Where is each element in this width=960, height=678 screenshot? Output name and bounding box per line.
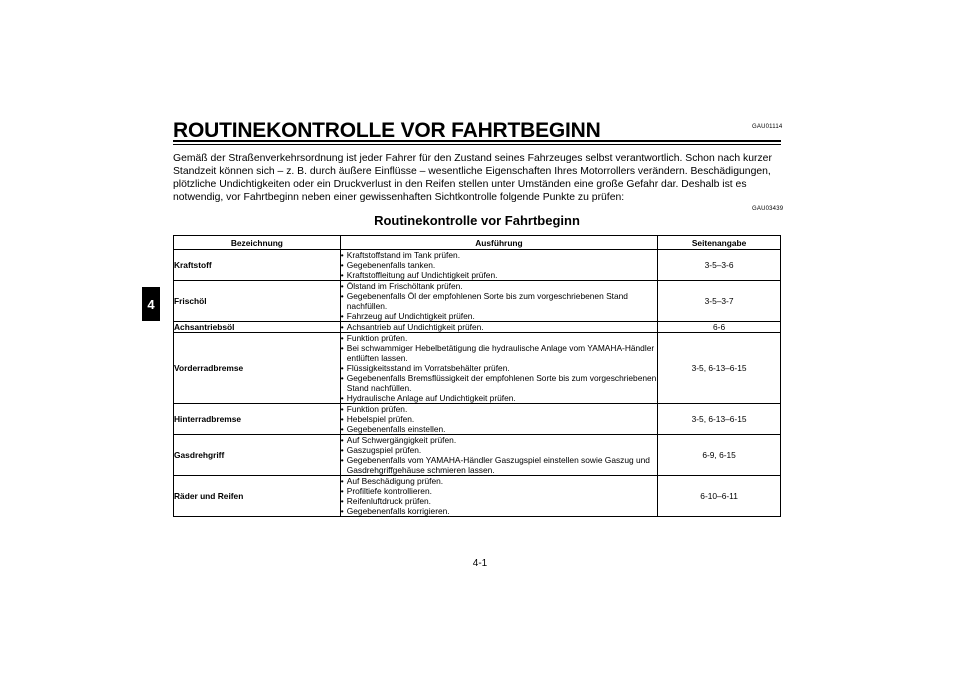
row-name: Gasdrehgriff [174, 435, 341, 476]
procedure-item: • Auf Schwergängigkeit prüfen. [341, 435, 657, 445]
procedure-item: • Gegebenenfalls Öl der empfohlenen Sorte bis zum vorgeschriebenen Stand nachfüllen. [341, 291, 657, 311]
row-procedure [340, 404, 657, 435]
table-row [174, 476, 781, 517]
procedure-item: • Reifenluftdruck prüfen. [341, 496, 657, 506]
row-procedure [340, 476, 657, 517]
table-row [174, 281, 781, 322]
procedure-item: • Kraftstoffleitung auf Undichtigkeit prüfen. [341, 270, 657, 280]
page-title: ROUTINEKONTROLLE VOR FAHRTBEGINN [173, 119, 601, 142]
procedure-item: • Gegebenenfalls Bremsflüssigkeit der empfohlenen Sorte bis zum vorgeschriebenen Stand nachfüllen. [341, 373, 657, 393]
table-row [174, 435, 781, 476]
reference-code: GAU01114 [752, 124, 783, 130]
row-procedure [340, 322, 657, 333]
procedure-item: • Kraftstoffstand im Tank prüfen. [341, 250, 657, 260]
row-page-reference: 6-9, 6-15 [658, 435, 781, 476]
table-row [174, 333, 781, 404]
row-procedure [340, 333, 657, 404]
table-row [174, 250, 781, 281]
procedure-item: • Hydraulische Anlage auf Undichtigkeit prüfen. [341, 393, 657, 403]
procedure-list [341, 476, 657, 516]
row-page-reference: 6-10–6-11 [658, 476, 781, 517]
procedure-item: • Gegebenenfalls vom YAMAHA-Händler Gaszugspiel einstellen sowie Gaszug und Gasdrehgriffgehäuse schmieren lassen. [341, 455, 657, 475]
checklist-table [173, 235, 781, 517]
procedure-item: • Auf Beschädigung prüfen. [341, 476, 657, 486]
procedure-list [341, 281, 657, 321]
row-page-reference: 3-5–3-7 [658, 281, 781, 322]
procedure-list [341, 333, 657, 403]
procedure-item: • Gegebenenfalls tanken. [341, 260, 657, 270]
title-rule-thin [173, 144, 781, 145]
row-page-reference: 3-5–3-6 [658, 250, 781, 281]
table-row [174, 322, 781, 333]
row-page-reference: 3-5, 6-13–6-15 [658, 404, 781, 435]
procedure-item: • Gegebenenfalls korrigieren. [341, 506, 657, 516]
table-header-row [174, 236, 781, 250]
table-title: Routinekontrolle vor Fahrtbeginn [374, 213, 580, 228]
procedure-item: • Gegebenenfalls einstellen. [341, 424, 657, 434]
procedure-item: • Achsantrieb auf Undichtigkeit prüfen. [341, 322, 657, 332]
procedure-item: • Bei schwammiger Hebelbetätigung die hydraulische Anlage vom YAMAHA-Händler entlüften lassen. [341, 343, 657, 363]
procedure-list [341, 250, 657, 280]
row-name: Vorderradbremse [174, 333, 341, 404]
row-page-reference: 3-5, 6-13–6-15 [658, 333, 781, 404]
chapter-tab: 4 [142, 287, 160, 321]
title-rule [173, 140, 781, 142]
procedure-list [341, 322, 657, 332]
procedure-item: • Gaszugspiel prüfen. [341, 445, 657, 455]
table-row [174, 404, 781, 435]
procedure-list [341, 435, 657, 475]
procedure-item: • Fahrzeug auf Undichtigkeit prüfen. [341, 311, 657, 321]
row-name: Räder und Reifen [174, 476, 341, 517]
page-number: 4-1 [472, 558, 488, 569]
header-seitenangabe: Seitenangabe [658, 236, 781, 250]
header-ausfuehrung: Ausführung [340, 236, 657, 250]
row-name: Kraftstoff [174, 250, 341, 281]
reference-code: GAU03439 [752, 206, 784, 212]
procedure-item: • Funktion prüfen. [341, 333, 657, 343]
row-page-reference: 6-6 [658, 322, 781, 333]
procedure-item: • Flüssigkeitsstand im Vorratsbehälter prüfen. [341, 363, 657, 373]
procedure-item: • Funktion prüfen. [341, 404, 657, 414]
row-procedure [340, 250, 657, 281]
row-name: Hinterradbremse [174, 404, 341, 435]
row-name: Frischöl [174, 281, 341, 322]
intro-paragraph: Gemäß der Straßenverkehrsordnung ist jeder Fahrer für den Zustand seines Fahrzeuges selbst verantwortlich. Schon nach kurzer Standzeit können sich – z. B. durch äußere Einflüsse – wesentliche Eigenschaften Ihres Motorrollers verändern. Beschädigungen, plötzliche Undichtigkeiten oder ein Druckverlust in den Reifen stellen unter Umständen eine große Gefahr dar. Deshalb ist es notwendig, vor Fahrtbeginn neben einer gewissenhaften Sichtkontrolle folgende Punkte zu prüfen: [173, 153, 772, 203]
procedure-item: • Hebelspiel prüfen. [341, 414, 657, 424]
row-procedure [340, 281, 657, 322]
row-name: Achsantriebsöl [174, 322, 341, 333]
procedure-list [341, 404, 657, 434]
row-procedure [340, 435, 657, 476]
procedure-item: • Profiltiefe kontrollieren. [341, 486, 657, 496]
procedure-item: • Ölstand im Frischöltank prüfen. [341, 281, 657, 291]
header-bezeichnung: Bezeichnung [174, 236, 341, 250]
